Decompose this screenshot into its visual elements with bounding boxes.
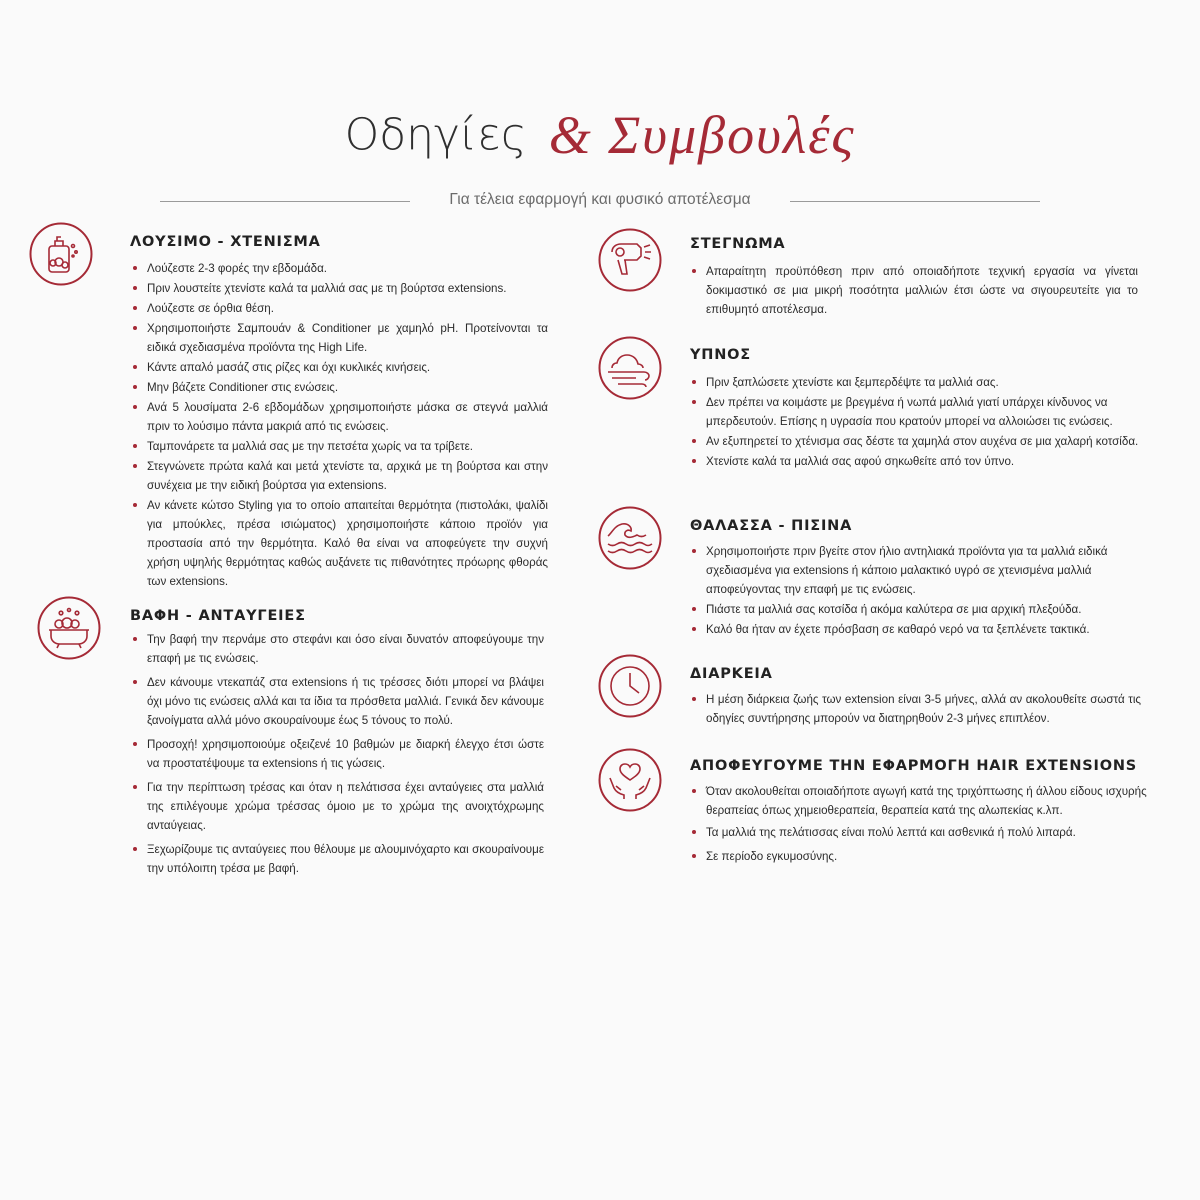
list-avoid bbox=[691, 782, 1161, 867]
list-item: Λούζεστε 2-3 φορές την εβδομάδα. bbox=[132, 259, 548, 278]
list-item: Χρησιμοποιήστε πριν βγείτε στον ήλιο αντηλιακά προϊόντα για τα μαλλιά ειδικά σχεδιασμένα για extensions ή κάποιο μαλακτικό υγρό σε χτενισμένα μαλλιά αποφεύγοντας την επαφή με τις ενώσεις. bbox=[691, 542, 1151, 599]
subtitle: Για τέλεια εφαρμογή και φυσικό αποτέλεσμα bbox=[439, 191, 760, 208]
page-title bbox=[0, 104, 1200, 166]
section-title-sleep: ΥΠΝΟΣ bbox=[690, 347, 752, 363]
section-title-washing: ΛΟΥΣΙΜΟ - ΧΤΕΝΙΣΜΑ bbox=[130, 234, 321, 250]
list-item: Προσοχή! χρησιμοποιούμε οξειζενέ 10 βαθμών με διαρκή έλεγχο έτσι ώστε να προστατέψουμε τα extensions ή τις γώσεις. bbox=[132, 735, 544, 773]
shampoo-bottle-icon bbox=[29, 222, 93, 286]
list-item: Λούζεστε σε όρθια θέση. bbox=[132, 299, 548, 318]
section-title-dye: ΒΑΦΗ - ΑΝΤΑΥΓΕΙΕΣ bbox=[130, 608, 306, 624]
waves-icon bbox=[598, 506, 662, 570]
list-drying bbox=[691, 262, 1138, 320]
list-item: Χτενίστε καλά τα μαλλιά σας αφού σηκωθείτε από τον ύπνο. bbox=[691, 452, 1151, 471]
list-item: Χρησιμοποιήστε Σαμπουάν & Conditioner με χαμηλό pH. Προτείνονται τα ειδικά σχεδιασμένα προϊόντα της High Life. bbox=[132, 319, 548, 357]
list-item: Αν εξυπηρετεί το χτένισμα σας δέστε τα χαμηλά στον αυχένα σε μια χαλαρή κοτσίδα. bbox=[691, 432, 1151, 451]
list-item: Ανά 5 λουσίματα 2-6 εβδομάδων χρησιμοποιήστε μάσκα σε στεγνά μαλλιά πριν το λούσιμο πάντα μακριά από τις ενώσεις. bbox=[132, 398, 548, 436]
list-item: Όταν ακολουθείται οποιαδήποτε αγωγή κατά της τριχόπτωσης ή άλλου είδους ισχυρής θεραπείας όπως χημειοθεραπεία, θεραπεία κατά της αλωπεκίας κ.λπ. bbox=[691, 782, 1161, 820]
list-item: Αν κάνετε κώτσο Styling για το οποίο απαιτείται θερμότητα (πιστολάκι, ψαλίδι για μπούκλες, πρέσα ισιώματος) χρησιμοποιήστε κάποιο προϊόν για προστασία από την θερμότητα. Καλό θα είναι να αποφεύγετε την συχνή χρήση υψηλής θερμότητας καθώς αυξάνετε τις πιθανότητες πρόωρης φθοράς των extensions. bbox=[132, 496, 548, 591]
list-item: Στεγνώνετε πρώτα καλά και μετά χτενίστε τα, αρχικά με τη βούρτσα και στην συνέχεια με την ειδική βούρτσα για extensions. bbox=[132, 457, 548, 495]
section-title-duration: ΔΙΑΡΚΕΙΑ bbox=[690, 666, 773, 682]
list-item: Πριν ξαπλώσετε χτενίστε και ξεμπερδέψτε τα μαλλιά σας. bbox=[691, 373, 1151, 392]
list-dye bbox=[132, 630, 544, 879]
title-plain: Οδηγίες bbox=[344, 109, 527, 161]
list-item: Για την περίπτωση τρέσας και όταν η πελάτισσα έχει ανταύγειες στα μαλλιά της επιλέγουμε χρώμα τρέσσας όμοιο με το χρώμα της ανοιχτόχρωμης ανταύγειας. bbox=[132, 778, 544, 835]
list-item: Ξεχωρίζουμε τις ανταύγειες που θέλουμε με αλουμινόχαρτο και σκουραίνουμε την υπόλοιπη τρέσα με βαφή. bbox=[132, 840, 544, 878]
subtitle-row bbox=[0, 191, 1200, 211]
list-item: Απαραίτητη προϋπόθεση πριν από οποιαδήποτε τεχνική εργασία να γίνεται δοκιμαστικό σε μια μικρή ποσότητα μαλλιών έτσι ώστε να σιγουρευτείτε για το επιθυμητό αποτέλεσμα. bbox=[691, 262, 1138, 319]
list-duration bbox=[691, 690, 1141, 729]
list-sleep bbox=[691, 373, 1151, 472]
list-item: Δεν πρέπει να κοιμάστε με βρεγμένα ή νωπά μαλλιά γιατί υπάρχει κίνδυνος να μπερδευτούν. Επίσης η υγρασία που κρατούν μπορεί να αλλοιώσει τις ενώσεις. bbox=[691, 393, 1151, 431]
list-item: Δεν κάνουμε ντεκαπάζ στα extensions ή τις τρέσσες διότι μπορεί να βλάψει όχι μόνο τις ενώσεις αλλά και τα ίδια τα πρόσθετα μαλλιά. Γενικά δεν κάνουμε ξανοίγματα αλλά μόνο σκουραίνουμε έως 5 τόνους το πολύ. bbox=[132, 673, 544, 730]
list-item: Σε περίοδο εγκυμοσύνης. bbox=[691, 847, 1161, 866]
list-item: Κάντε απαλό μασάζ στις ρίζες και όχι κυκλικές κινήσεις. bbox=[132, 358, 548, 377]
list-item: Ταμπονάρετε τα μαλλιά σας με την πετσέτα χωρίς να τα τρίβετε. bbox=[132, 437, 548, 456]
hair-dryer-icon bbox=[598, 228, 662, 292]
section-title-drying: ΣΤΕΓΝΩΜΑ bbox=[690, 236, 786, 252]
list-item: Πριν λουστείτε χτενίστε καλά τα μαλλιά σας με τη βούρτσα extensions. bbox=[132, 279, 548, 298]
cloud-wind-icon bbox=[598, 336, 662, 400]
list-item: Πιάστε τα μαλλιά σας κοτσίδα ή ακόμα καλύτερα σε μια αρχική πλεξούδα. bbox=[691, 600, 1151, 619]
list-item: Καλό θα ήταν αν έχετε πρόσβαση σε καθαρό νερό να τα ξεπλένετε τακτικά. bbox=[691, 620, 1151, 639]
list-sea-pool bbox=[691, 542, 1151, 640]
section-title-avoid: ΑΠΟΦΕΥΓΟΥΜΕ ΤΗΝ ΕΦΑΡΜΟΓΗ HAIR EXTENSIONS bbox=[690, 758, 1138, 774]
bathtub-icon bbox=[37, 596, 101, 660]
list-item: Μην βάζετε Conditioner στις ενώσεις. bbox=[132, 378, 548, 397]
list-washing bbox=[132, 259, 548, 592]
list-item: Η μέση διάρκεια ζωής των extension είναι 3-5 μήνες, αλλά αν ακολουθείτε σωστά τις οδηγίες συντήρησης μπορούν να διατηρηθούν 2-3 μήνες επιπλέον. bbox=[691, 690, 1141, 728]
clock-icon bbox=[598, 654, 662, 718]
section-title-sea-pool: ΘΑΛΑΣΣΑ - ΠΙΣΙΝΑ bbox=[690, 518, 853, 534]
title-script: & Συμβουλές bbox=[548, 105, 856, 165]
heart-hands-icon bbox=[598, 748, 662, 812]
list-item: Τα μαλλιά της πελάτισσας είναι πολύ λεπτά και ασθενικά ή πολύ λιπαρά. bbox=[691, 823, 1161, 842]
list-item: Την βαφή την περνάμε στο στεφάνι και όσο είναι δυνατόν αποφεύγουμε την επαφή με τις ενώσεις. bbox=[132, 630, 544, 668]
